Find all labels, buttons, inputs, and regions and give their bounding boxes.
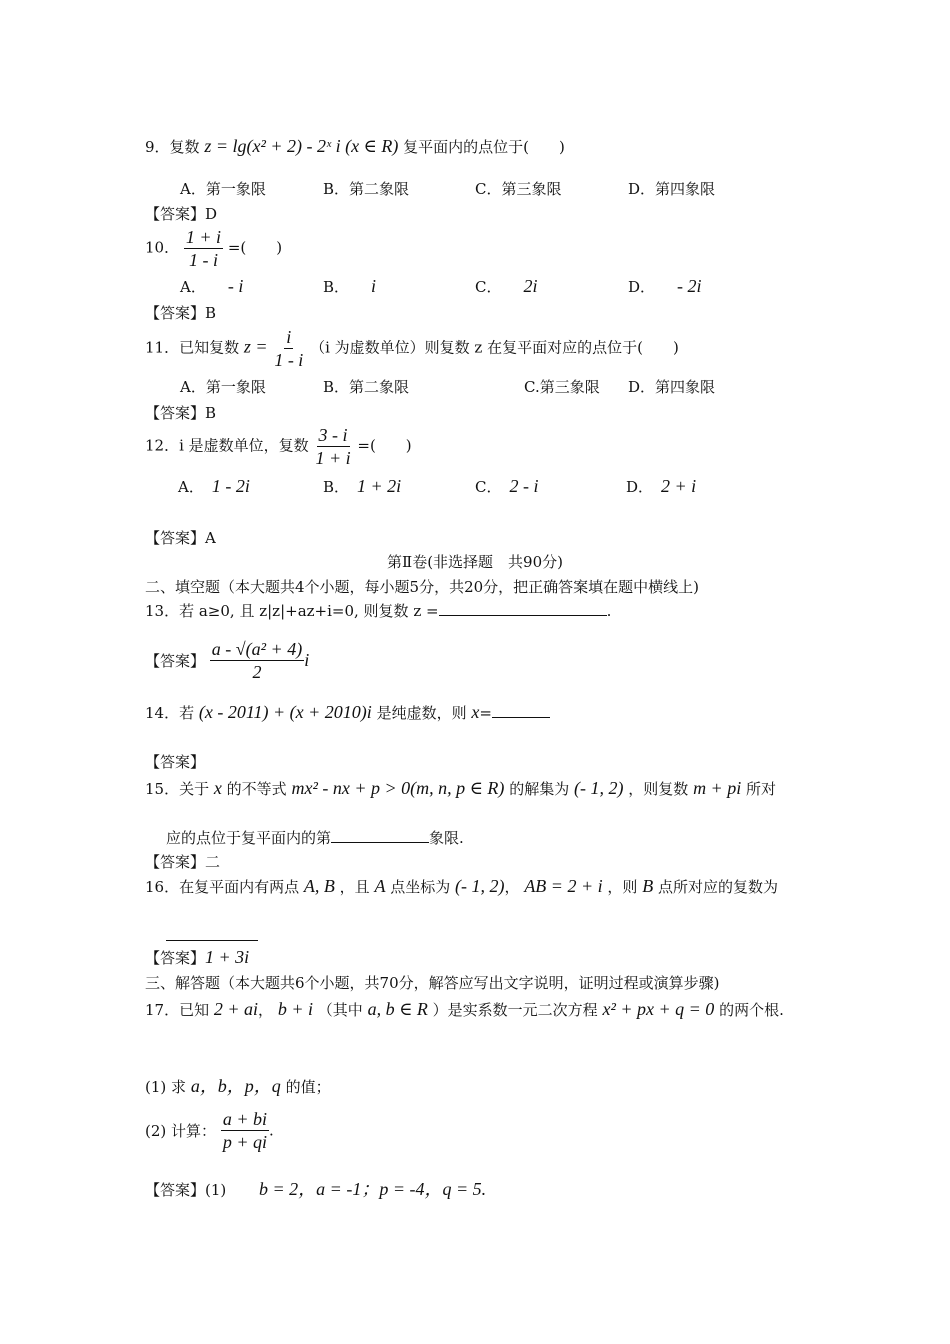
- q17-part1: (1) 求 a，b，p，q 的值；: [145, 1076, 331, 1096]
- q13-stem: 13．若 a≥0, 且 z|z|+az+i=0, 则复数 z = .: [145, 602, 612, 620]
- q13-answer-fraction: $\frac{\text{a - √(a² + 4)}}{2}$: [211, 639, 303, 682]
- section2-desc: 二、填空题（本大题共4个小题，每小题5分，共20分，把正确答案填在题中横线上): [145, 578, 700, 596]
- q9-formula: z = lg(x² + 2) - 2ˣ i (x ∈ R): [204, 136, 399, 156]
- q9-option-c: C．第三象限: [475, 180, 562, 198]
- q11-option-b: B．第二象限: [323, 378, 410, 396]
- q10-option-b: B． i: [323, 276, 377, 296]
- q12-option-d: D． 2 + i: [626, 476, 697, 496]
- q13-answer: 【答案】 $\frac{\text{a - √(a² + 4)}}{2}$ i: [145, 639, 310, 682]
- q9-stem: 9．复数 z = lg(x² + 2) - 2ˣ i (x ∈ R) 复平面内的点位于( ): [145, 136, 565, 156]
- q11-option-a: A．第一象限: [180, 378, 266, 396]
- q17-answer: 【答案】(1) b = 2，a = -1；p = -4，q = 5.: [145, 1179, 487, 1199]
- q9-option-b: B．第二象限: [323, 180, 410, 198]
- q11-option-d: D．第四象限: [628, 378, 716, 396]
- q10-option-d: D． - 2i: [628, 276, 702, 296]
- q9-answer: 【答案】D: [145, 205, 218, 223]
- q13-blank: [439, 615, 607, 616]
- q12-fraction: $\frac{3 - i}{1 + i}$: [315, 425, 351, 468]
- q14-answer: 【答案】: [145, 753, 206, 771]
- q15-formula: mx² - nx + p > 0(m, n, p ∈ R): [291, 778, 505, 798]
- q12-option-b: B． 1 + 2i: [323, 476, 402, 496]
- q9-option-a: A．第一象限: [180, 180, 266, 198]
- q16-answer: 【答案】1 + 3i: [145, 947, 250, 967]
- q10-option-a: A． - i: [180, 276, 244, 296]
- q14-stem: 14．若 (x - 2011) + (x + 2010)i 是纯虚数，则 x=: [145, 702, 550, 723]
- q16-stem: 16．在复平面内有两点 A, B ，且 A 点坐标为 (- 1, 2)， AB = 2 + i ，则 B 点所对应的复数为: [145, 876, 778, 896]
- q12-option-a: A． 1 - 2i: [178, 476, 250, 496]
- q15-line2: 应的点位于复平面内的第 象限.: [166, 829, 464, 847]
- q10-stem: 10． $\frac{1 + i}{1 - i}$ =( ): [145, 227, 283, 270]
- q14-blank: [492, 717, 550, 718]
- q11-fraction: $\frac{i}{1 - i}$: [274, 327, 304, 370]
- q17-stem: 17．已知 2 + ai， b + i （其中 a, b ∈ R ）是实系数一元二次方程 x² + px + q = 0 的两个根.: [145, 999, 784, 1019]
- q15-stem: 15．关于 x 的不等式 mx² - nx + p > 0(m, n, p ∈ R) 的解集为 (- 1, 2) ，则复数 m + pi 所对: [145, 778, 777, 798]
- section2-title: 第Ⅱ卷(非选择题 共90分): [387, 553, 563, 571]
- q10-option-c: C． 2i: [475, 276, 538, 296]
- q17-fraction: $\frac{a + bi}{p + qi}$: [222, 1109, 267, 1152]
- q10-fraction: $\frac{1 + i}{1 - i}$: [185, 227, 222, 270]
- q11-option-c: C.第三象限: [524, 378, 600, 396]
- section3-desc: 三、解答题（本大题共6个小题，共70分，解答应写出文字说明，证明过程或演算步骤): [145, 974, 720, 992]
- q12-option-c: C． 2 - i: [475, 476, 539, 496]
- q15-answer: 【答案】二: [145, 853, 221, 871]
- q14-formula: (x - 2011) + (x + 2010)i: [198, 702, 372, 722]
- q12-stem: 12．i 是虚数单位，复数 $\frac{3 - i}{1 + i}$ =( ): [145, 425, 412, 468]
- q9-option-d: D．第四象限: [628, 180, 716, 198]
- q15-blank: [331, 842, 429, 843]
- q10-answer: 【答案】B: [145, 304, 217, 322]
- q17-part2: (2) 计算： $\frac{a + bi}{p + qi}$ .: [145, 1109, 274, 1152]
- q11-stem: 11．已知复数 z = $\frac{i}{1 - i}$ （i 为虚数单位）则复数 z 在复平面对应的点位于( ): [145, 327, 679, 370]
- q11-answer: 【答案】B: [145, 404, 217, 422]
- q12-answer: 【答案】A: [145, 529, 216, 547]
- q16-blank: [166, 926, 258, 941]
